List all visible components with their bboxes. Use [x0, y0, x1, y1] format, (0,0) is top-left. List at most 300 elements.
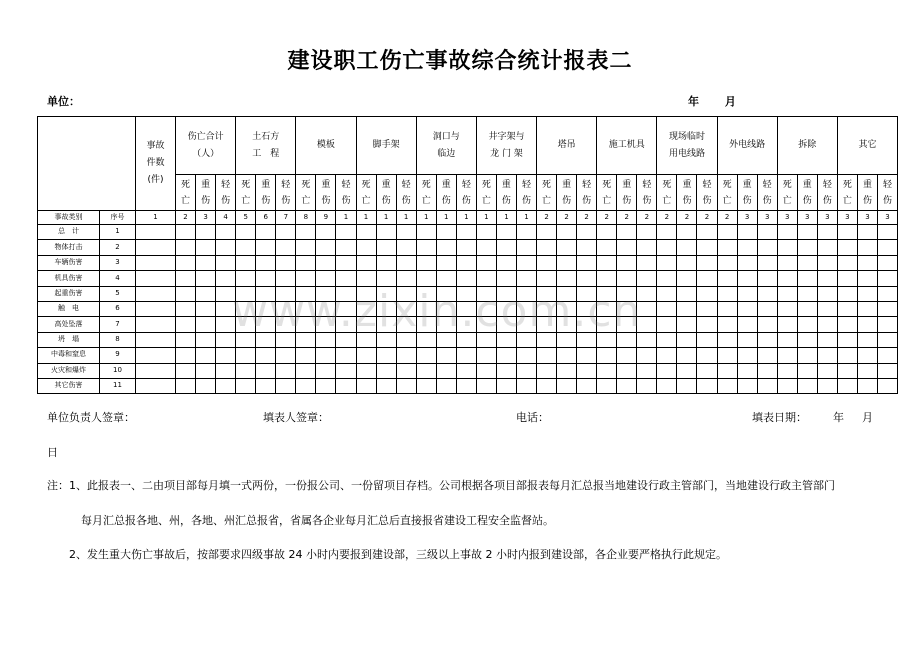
data-cell[interactable]: [456, 317, 476, 332]
data-cell[interactable]: [236, 286, 256, 301]
data-cell[interactable]: [256, 240, 276, 255]
data-cell[interactable]: [336, 348, 356, 363]
data-cell[interactable]: [677, 225, 697, 240]
data-cell[interactable]: [436, 286, 456, 301]
data-cell[interactable]: [597, 240, 617, 255]
data-cell[interactable]: [396, 332, 416, 347]
data-cell[interactable]: [777, 378, 797, 393]
data-cell[interactable]: [657, 225, 677, 240]
data-cell[interactable]: [336, 317, 356, 332]
data-cell[interactable]: [256, 317, 276, 332]
data-cell[interactable]: [657, 378, 677, 393]
data-cell[interactable]: [777, 332, 797, 347]
data-cell[interactable]: [557, 225, 577, 240]
data-cell[interactable]: [436, 255, 456, 270]
data-cell[interactable]: [857, 363, 877, 378]
data-cell[interactable]: [717, 286, 737, 301]
data-cell[interactable]: [717, 317, 737, 332]
data-cell[interactable]: [456, 301, 476, 316]
data-cell[interactable]: [196, 271, 216, 286]
data-cell[interactable]: [657, 363, 677, 378]
data-cell[interactable]: [657, 255, 677, 270]
data-cell[interactable]: [216, 363, 236, 378]
data-cell[interactable]: [296, 363, 316, 378]
data-cell[interactable]: [757, 286, 777, 301]
data-cell[interactable]: [516, 317, 536, 332]
data-cell[interactable]: [857, 286, 877, 301]
data-cell[interactable]: [516, 348, 536, 363]
data-cell[interactable]: [557, 363, 577, 378]
data-cell[interactable]: [857, 317, 877, 332]
data-cell[interactable]: [176, 348, 196, 363]
data-cell[interactable]: [476, 363, 496, 378]
data-cell[interactable]: [436, 332, 456, 347]
data-cell[interactable]: [817, 225, 837, 240]
data-cell[interactable]: [717, 363, 737, 378]
data-cell[interactable]: [857, 255, 877, 270]
data-cell[interactable]: [837, 240, 857, 255]
data-cell[interactable]: [677, 255, 697, 270]
data-cell[interactable]: [577, 363, 597, 378]
data-cell[interactable]: [176, 363, 196, 378]
data-cell[interactable]: [637, 225, 657, 240]
data-cell[interactable]: [176, 317, 196, 332]
data-cell[interactable]: [597, 255, 617, 270]
data-cell[interactable]: [557, 317, 577, 332]
data-cell[interactable]: [557, 240, 577, 255]
data-cell[interactable]: [877, 286, 897, 301]
data-cell[interactable]: [376, 332, 396, 347]
data-cell[interactable]: [516, 378, 536, 393]
data-cell[interactable]: [777, 363, 797, 378]
data-cell[interactable]: [617, 317, 637, 332]
data-cell[interactable]: [877, 378, 897, 393]
data-cell[interactable]: [637, 301, 657, 316]
data-cell[interactable]: [537, 301, 557, 316]
data-cell[interactable]: [296, 301, 316, 316]
data-cell[interactable]: [577, 240, 597, 255]
data-cell[interactable]: [436, 348, 456, 363]
data-cell[interactable]: [316, 255, 336, 270]
data-cell[interactable]: [376, 271, 396, 286]
data-cell[interactable]: [336, 286, 356, 301]
data-cell[interactable]: [516, 332, 536, 347]
data-cell[interactable]: [717, 348, 737, 363]
data-cell[interactable]: [356, 317, 376, 332]
data-cell[interactable]: [496, 240, 516, 255]
data-cell[interactable]: [336, 271, 356, 286]
data-cell[interactable]: [396, 301, 416, 316]
data-cell[interactable]: [396, 240, 416, 255]
data-cell[interactable]: [837, 378, 857, 393]
data-cell[interactable]: [777, 271, 797, 286]
data-cell[interactable]: [456, 225, 476, 240]
data-cell[interactable]: [817, 363, 837, 378]
data-cell[interactable]: [416, 348, 436, 363]
data-cell[interactable]: [496, 378, 516, 393]
data-cell[interactable]: [316, 348, 336, 363]
data-cell[interactable]: [416, 240, 436, 255]
data-cell[interactable]: [637, 271, 657, 286]
data-cell[interactable]: [877, 332, 897, 347]
data-cell[interactable]: [597, 348, 617, 363]
data-cell[interactable]: [336, 378, 356, 393]
data-cell[interactable]: [717, 225, 737, 240]
data-cell[interactable]: [837, 225, 857, 240]
data-cell[interactable]: [416, 378, 436, 393]
data-cell[interactable]: [837, 255, 857, 270]
data-cell[interactable]: [276, 271, 296, 286]
data-cell[interactable]: [817, 301, 837, 316]
data-cell[interactable]: [416, 286, 436, 301]
data-cell[interactable]: [316, 225, 336, 240]
data-cell[interactable]: [416, 225, 436, 240]
data-cell[interactable]: [356, 255, 376, 270]
data-cell[interactable]: [737, 286, 757, 301]
data-cell[interactable]: [136, 225, 176, 240]
data-cell[interactable]: [877, 240, 897, 255]
data-cell[interactable]: [577, 317, 597, 332]
data-cell[interactable]: [256, 363, 276, 378]
data-cell[interactable]: [837, 271, 857, 286]
data-cell[interactable]: [276, 378, 296, 393]
data-cell[interactable]: [356, 301, 376, 316]
data-cell[interactable]: [216, 348, 236, 363]
data-cell[interactable]: [376, 225, 396, 240]
data-cell[interactable]: [256, 271, 276, 286]
data-cell[interactable]: [236, 332, 256, 347]
data-cell[interactable]: [637, 363, 657, 378]
data-cell[interactable]: [196, 255, 216, 270]
data-cell[interactable]: [136, 348, 176, 363]
data-cell[interactable]: [677, 301, 697, 316]
data-cell[interactable]: [196, 225, 216, 240]
data-cell[interactable]: [456, 255, 476, 270]
data-cell[interactable]: [396, 363, 416, 378]
data-cell[interactable]: [476, 317, 496, 332]
data-cell[interactable]: [296, 286, 316, 301]
data-cell[interactable]: [136, 255, 176, 270]
data-cell[interactable]: [537, 240, 557, 255]
data-cell[interactable]: [537, 317, 557, 332]
data-cell[interactable]: [196, 348, 216, 363]
data-cell[interactable]: [797, 378, 817, 393]
data-cell[interactable]: [496, 317, 516, 332]
data-cell[interactable]: [496, 332, 516, 347]
data-cell[interactable]: [777, 286, 797, 301]
data-cell[interactable]: [376, 286, 396, 301]
data-cell[interactable]: [256, 301, 276, 316]
data-cell[interactable]: [176, 271, 196, 286]
data-cell[interactable]: [176, 225, 196, 240]
data-cell[interactable]: [316, 317, 336, 332]
data-cell[interactable]: [216, 332, 236, 347]
data-cell[interactable]: [757, 348, 777, 363]
data-cell[interactable]: [416, 301, 436, 316]
data-cell[interactable]: [336, 255, 356, 270]
data-cell[interactable]: [216, 255, 236, 270]
data-cell[interactable]: [677, 348, 697, 363]
data-cell[interactable]: [416, 255, 436, 270]
data-cell[interactable]: [617, 286, 637, 301]
data-cell[interactable]: [837, 363, 857, 378]
data-cell[interactable]: [677, 317, 697, 332]
data-cell[interactable]: [276, 255, 296, 270]
data-cell[interactable]: [537, 363, 557, 378]
data-cell[interactable]: [877, 301, 897, 316]
data-cell[interactable]: [737, 317, 757, 332]
data-cell[interactable]: [777, 225, 797, 240]
data-cell[interactable]: [677, 240, 697, 255]
data-cell[interactable]: [356, 332, 376, 347]
data-cell[interactable]: [196, 378, 216, 393]
data-cell[interactable]: [376, 378, 396, 393]
data-cell[interactable]: [496, 363, 516, 378]
data-cell[interactable]: [276, 348, 296, 363]
data-cell[interactable]: [436, 225, 456, 240]
data-cell[interactable]: [797, 332, 817, 347]
data-cell[interactable]: [817, 271, 837, 286]
data-cell[interactable]: [737, 240, 757, 255]
data-cell[interactable]: [436, 240, 456, 255]
data-cell[interactable]: [176, 378, 196, 393]
data-cell[interactable]: [476, 301, 496, 316]
data-cell[interactable]: [797, 240, 817, 255]
data-cell[interactable]: [617, 348, 637, 363]
data-cell[interactable]: [557, 286, 577, 301]
data-cell[interactable]: [537, 225, 557, 240]
data-cell[interactable]: [476, 240, 496, 255]
data-cell[interactable]: [256, 286, 276, 301]
data-cell[interactable]: [236, 317, 256, 332]
data-cell[interactable]: [436, 317, 456, 332]
data-cell[interactable]: [757, 363, 777, 378]
data-cell[interactable]: [496, 271, 516, 286]
data-cell[interactable]: [456, 378, 476, 393]
data-cell[interactable]: [136, 332, 176, 347]
data-cell[interactable]: [516, 240, 536, 255]
data-cell[interactable]: [737, 271, 757, 286]
data-cell[interactable]: [597, 317, 617, 332]
data-cell[interactable]: [637, 317, 657, 332]
data-cell[interactable]: [356, 271, 376, 286]
data-cell[interactable]: [677, 378, 697, 393]
data-cell[interactable]: [697, 332, 717, 347]
data-cell[interactable]: [657, 348, 677, 363]
data-cell[interactable]: [797, 225, 817, 240]
data-cell[interactable]: [757, 301, 777, 316]
data-cell[interactable]: [336, 240, 356, 255]
data-cell[interactable]: [296, 332, 316, 347]
data-cell[interactable]: [316, 271, 336, 286]
data-cell[interactable]: [577, 255, 597, 270]
data-cell[interactable]: [236, 225, 256, 240]
data-cell[interactable]: [516, 271, 536, 286]
data-cell[interactable]: [637, 378, 657, 393]
data-cell[interactable]: [276, 301, 296, 316]
data-cell[interactable]: [857, 225, 877, 240]
data-cell[interactable]: [537, 348, 557, 363]
data-cell[interactable]: [196, 286, 216, 301]
data-cell[interactable]: [697, 240, 717, 255]
data-cell[interactable]: [877, 317, 897, 332]
data-cell[interactable]: [877, 271, 897, 286]
data-cell[interactable]: [757, 271, 777, 286]
data-cell[interactable]: [577, 332, 597, 347]
data-cell[interactable]: [657, 240, 677, 255]
data-cell[interactable]: [757, 255, 777, 270]
data-cell[interactable]: [877, 225, 897, 240]
data-cell[interactable]: [196, 363, 216, 378]
data-cell[interactable]: [857, 348, 877, 363]
data-cell[interactable]: [436, 301, 456, 316]
data-cell[interactable]: [757, 240, 777, 255]
data-cell[interactable]: [236, 363, 256, 378]
data-cell[interactable]: [757, 225, 777, 240]
data-cell[interactable]: [717, 378, 737, 393]
data-cell[interactable]: [697, 348, 717, 363]
data-cell[interactable]: [256, 332, 276, 347]
data-cell[interactable]: [176, 286, 196, 301]
data-cell[interactable]: [777, 255, 797, 270]
data-cell[interactable]: [396, 271, 416, 286]
data-cell[interactable]: [597, 286, 617, 301]
data-cell[interactable]: [476, 332, 496, 347]
data-cell[interactable]: [356, 363, 376, 378]
data-cell[interactable]: [577, 301, 597, 316]
data-cell[interactable]: [597, 378, 617, 393]
data-cell[interactable]: [757, 332, 777, 347]
data-cell[interactable]: [617, 240, 637, 255]
data-cell[interactable]: [557, 378, 577, 393]
data-cell[interactable]: [617, 363, 637, 378]
data-cell[interactable]: [316, 286, 336, 301]
data-cell[interactable]: [476, 378, 496, 393]
data-cell[interactable]: [396, 225, 416, 240]
data-cell[interactable]: [136, 363, 176, 378]
data-cell[interactable]: [516, 255, 536, 270]
data-cell[interactable]: [817, 332, 837, 347]
data-cell[interactable]: [737, 332, 757, 347]
data-cell[interactable]: [396, 317, 416, 332]
data-cell[interactable]: [276, 363, 296, 378]
data-cell[interactable]: [617, 301, 637, 316]
data-cell[interactable]: [657, 301, 677, 316]
data-cell[interactable]: [356, 240, 376, 255]
data-cell[interactable]: [296, 225, 316, 240]
data-cell[interactable]: [276, 317, 296, 332]
data-cell[interactable]: [276, 286, 296, 301]
data-cell[interactable]: [557, 271, 577, 286]
data-cell[interactable]: [416, 317, 436, 332]
data-cell[interactable]: [537, 286, 557, 301]
data-cell[interactable]: [557, 301, 577, 316]
data-cell[interactable]: [396, 378, 416, 393]
data-cell[interactable]: [537, 271, 557, 286]
data-cell[interactable]: [817, 317, 837, 332]
data-cell[interactable]: [637, 240, 657, 255]
data-cell[interactable]: [456, 363, 476, 378]
data-cell[interactable]: [597, 225, 617, 240]
data-cell[interactable]: [496, 301, 516, 316]
data-cell[interactable]: [496, 255, 516, 270]
data-cell[interactable]: [276, 225, 296, 240]
data-cell[interactable]: [877, 348, 897, 363]
data-cell[interactable]: [196, 317, 216, 332]
data-cell[interactable]: [296, 255, 316, 270]
data-cell[interactable]: [637, 348, 657, 363]
data-cell[interactable]: [336, 363, 356, 378]
data-cell[interactable]: [256, 225, 276, 240]
data-cell[interactable]: [877, 255, 897, 270]
data-cell[interactable]: [356, 286, 376, 301]
data-cell[interactable]: [516, 286, 536, 301]
data-cell[interactable]: [136, 301, 176, 316]
data-cell[interactable]: [577, 286, 597, 301]
data-cell[interactable]: [236, 271, 256, 286]
data-cell[interactable]: [276, 332, 296, 347]
data-cell[interactable]: [436, 363, 456, 378]
data-cell[interactable]: [316, 301, 336, 316]
data-cell[interactable]: [476, 286, 496, 301]
data-cell[interactable]: [256, 255, 276, 270]
data-cell[interactable]: [837, 317, 857, 332]
data-cell[interactable]: [516, 363, 536, 378]
data-cell[interactable]: [376, 301, 396, 316]
data-cell[interactable]: [236, 378, 256, 393]
data-cell[interactable]: [456, 271, 476, 286]
data-cell[interactable]: [296, 240, 316, 255]
data-cell[interactable]: [396, 286, 416, 301]
data-cell[interactable]: [617, 271, 637, 286]
data-cell[interactable]: [697, 301, 717, 316]
data-cell[interactable]: [817, 348, 837, 363]
data-cell[interactable]: [677, 363, 697, 378]
data-cell[interactable]: [817, 240, 837, 255]
data-cell[interactable]: [797, 271, 817, 286]
data-cell[interactable]: [496, 348, 516, 363]
data-cell[interactable]: [456, 240, 476, 255]
data-cell[interactable]: [436, 378, 456, 393]
data-cell[interactable]: [777, 301, 797, 316]
data-cell[interactable]: [737, 255, 757, 270]
data-cell[interactable]: [857, 240, 877, 255]
data-cell[interactable]: [236, 301, 256, 316]
data-cell[interactable]: [737, 348, 757, 363]
data-cell[interactable]: [597, 363, 617, 378]
data-cell[interactable]: [216, 225, 236, 240]
data-cell[interactable]: [316, 240, 336, 255]
data-cell[interactable]: [496, 225, 516, 240]
data-cell[interactable]: [376, 255, 396, 270]
data-cell[interactable]: [657, 271, 677, 286]
data-cell[interactable]: [737, 378, 757, 393]
data-cell[interactable]: [677, 332, 697, 347]
data-cell[interactable]: [857, 332, 877, 347]
data-cell[interactable]: [376, 240, 396, 255]
data-cell[interactable]: [637, 255, 657, 270]
data-cell[interactable]: [797, 348, 817, 363]
data-cell[interactable]: [757, 378, 777, 393]
data-cell[interactable]: [557, 255, 577, 270]
data-cell[interactable]: [617, 378, 637, 393]
data-cell[interactable]: [837, 348, 857, 363]
data-cell[interactable]: [336, 332, 356, 347]
data-cell[interactable]: [737, 363, 757, 378]
data-cell[interactable]: [797, 317, 817, 332]
data-cell[interactable]: [456, 286, 476, 301]
data-cell[interactable]: [356, 378, 376, 393]
